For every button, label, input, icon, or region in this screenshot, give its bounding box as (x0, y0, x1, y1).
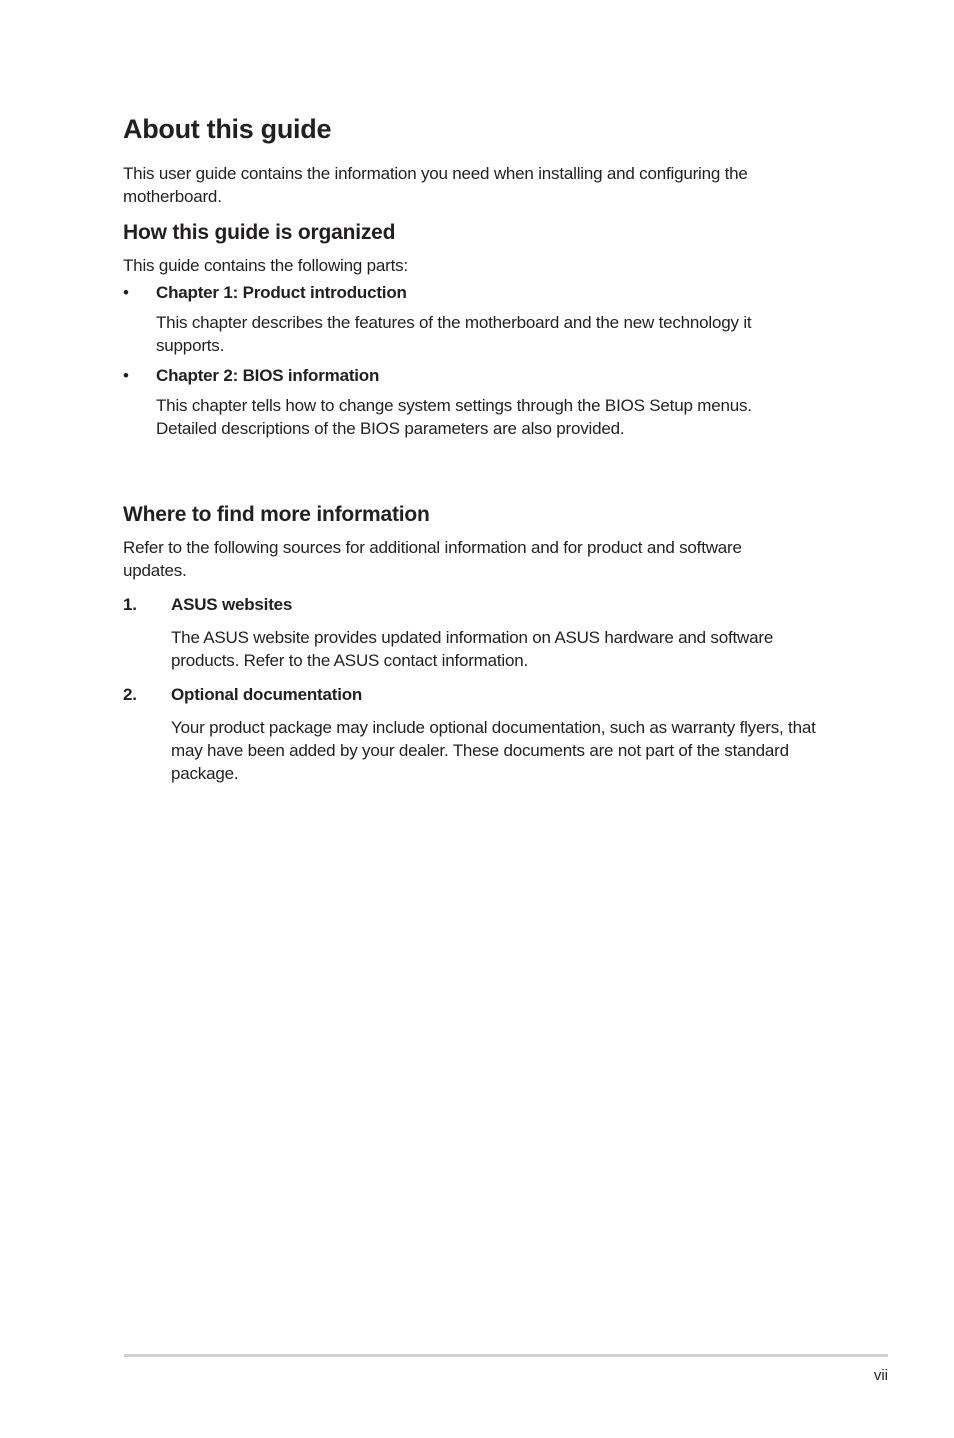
asus-websites-title: ASUS websites (171, 595, 293, 614)
chapter-2-title: Chapter 2: BIOS information (156, 366, 380, 385)
footer-divider (124, 1354, 888, 1357)
bullet-marker: • (123, 283, 129, 302)
section-heading-organized: How this guide is organized (123, 221, 396, 244)
chapter-2-description: This chapter tells how to change system settings through the BIOS Setup menus. Detailed descriptions of the BIOS parameters are also provided. (156, 396, 752, 438)
chapter-1-title: Chapter 1: Product introduction (156, 283, 407, 302)
asus-websites-description: The ASUS website provides updated information on ASUS hardware and software products. Refer to the ASUS contact information. (171, 628, 774, 670)
list-number: 1. (123, 595, 137, 614)
list-number: 2. (123, 685, 137, 704)
optional-documentation-title: Optional documentation (171, 685, 363, 704)
page-number: vii (873, 1367, 888, 1384)
organized-lead: This guide contains the following parts: (123, 256, 408, 275)
intro-paragraph: This user guide contains the information you need when installing and configuring the motherboard. (123, 164, 748, 206)
bullet-marker: • (123, 366, 129, 385)
section-heading-more-info: Where to find more information (123, 503, 430, 526)
page-title: About this guide (123, 114, 332, 144)
optional-documentation-description: Your product package may include optional documentation, such as warranty flyers, that may have been added by your dealer. These documents are not part of the standard package. (171, 718, 816, 783)
chapter-1-description: This chapter describes the features of the motherboard and the new technology it supports. (156, 313, 752, 355)
more-info-lead: Refer to the following sources for additional information and for product and software updates. (123, 538, 742, 580)
